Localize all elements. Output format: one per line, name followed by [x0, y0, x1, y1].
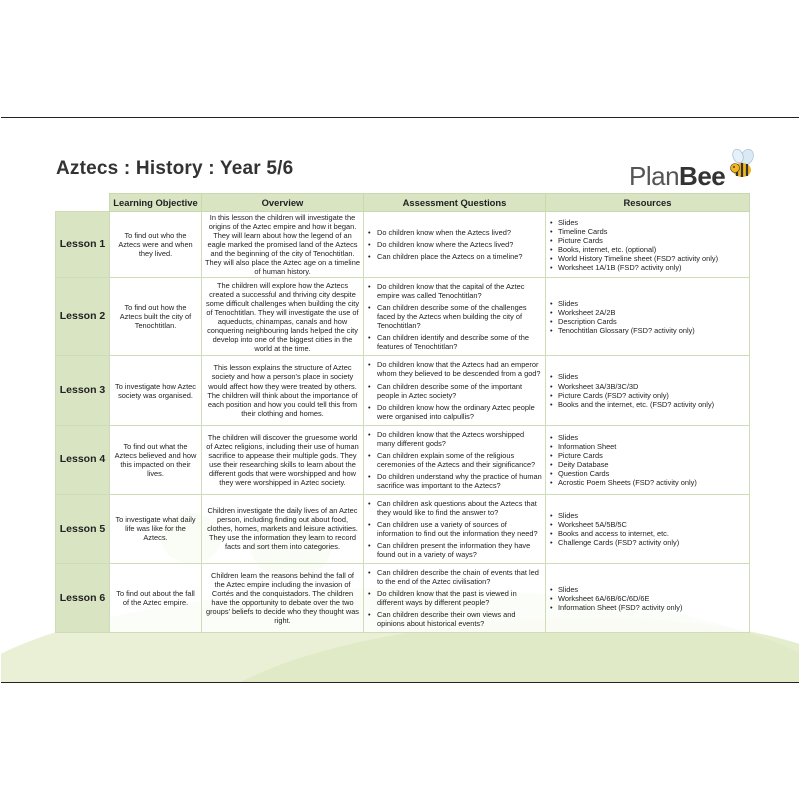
resources-list: [546, 356, 750, 425]
question-item: • Can children use a variety of sources of information to find out the information they need?: [368, 519, 538, 538]
assessment-questions: [364, 425, 546, 494]
lesson-label: Lesson 1: [56, 212, 110, 278]
question-item: • Do children know when the Aztecs lived?: [368, 228, 511, 238]
question-item: • Can children explain some of the religious ceremonies of the Aztecs and their significance?: [368, 450, 536, 469]
table-row: [56, 356, 750, 425]
question-item: • Can children describe some of the challenges faced by the Aztecs when building the city of Tenochtitlan?: [368, 303, 527, 331]
resource-item: • Question Cards: [550, 468, 610, 478]
question-item: • Do children know that the Aztecs worshipped many different gods?: [368, 429, 525, 448]
overview-text: Children learn the reasons behind the fall of the Aztec empire including the invasion of Cortés and the conquistadors. The children have the opportunity to debate over the two groups' beliefs to decide who they thought was right.: [202, 564, 364, 633]
resource-item: • Slides: [550, 584, 579, 594]
resource-item: • Slides: [550, 432, 579, 442]
question-item: • Can children describe the chain of events that led to the end of the Aztec civilisation?: [368, 568, 539, 587]
question-item: • Do children know how the ordinary Aztec people were organised into calpullis?: [368, 402, 535, 421]
resources-list: [546, 425, 750, 494]
resource-item: • Timeline Cards: [550, 226, 608, 236]
resource-item: • Slides: [550, 372, 579, 382]
assessment-questions: [364, 494, 546, 563]
overview-text: Children investigate the daily lives of an Aztec person, including finding out about food, clothes, homes, markets and leisure activities. They use the information they learn to record facts and sort them into categories.: [202, 494, 364, 563]
resources-list: [546, 494, 750, 563]
table-row: [56, 494, 750, 563]
learning-objective: To investigate how Aztec society was organised.: [110, 356, 202, 425]
resource-item: • Tenochtitlan Glossary (FSD? activity only): [550, 325, 695, 335]
resource-item: • Acrostic Poem Sheets (FSD? activity only): [550, 477, 697, 487]
table-header-row: [56, 194, 750, 212]
question-item: • Can children describe some of the important people in Aztec society?: [368, 381, 523, 400]
lesson-label: Lesson 3: [56, 356, 110, 425]
resources-list: [546, 564, 750, 633]
question-item: • Do children understand why the practice of human sacrifice was important to the Aztecs?: [368, 471, 542, 490]
resource-item: • Deity Database: [550, 459, 609, 469]
question-item: • Can children ask questions about the Aztecs that they would like to find the answer to?: [368, 498, 537, 517]
assessment-questions: [364, 356, 546, 425]
page-title: Aztecs : History : Year 5/6: [56, 158, 294, 179]
resource-item: • Worksheet 5A/5B/5C: [550, 519, 627, 529]
column-header: Overview: [202, 194, 364, 212]
assessment-questions: [364, 564, 546, 633]
resource-item: • Worksheet 6A/6B/6C/6D/6E: [550, 593, 650, 603]
resource-item: • Worksheet 3A/3B/3C/3D: [550, 381, 639, 391]
resource-item: • Books, internet, etc. (optional): [550, 244, 657, 254]
planbee-logo: PlanBee: [629, 148, 757, 192]
table-row: [56, 278, 750, 356]
learning-objective: To find out what the Aztecs believed and how this impacted on their lives.: [110, 425, 202, 494]
resource-item: • Books and access to internet, etc.: [550, 528, 669, 538]
resource-item: • Picture Cards: [550, 235, 603, 245]
resource-item: • Worksheet 2A/2B: [550, 307, 616, 317]
bee-icon: [727, 148, 757, 182]
resource-item: • Slides: [550, 510, 579, 520]
question-item: • Do children know that the capital of the Aztec empire was called Tenochtitlan?: [368, 282, 525, 301]
lesson-label: Lesson 4: [56, 425, 110, 494]
resources-list: [546, 212, 750, 278]
question-item: • Do children know that the Aztecs had an emperor whom they believed to be descended from a god?: [368, 360, 541, 379]
learning-objective: To find out about the fall of the Aztec empire.: [110, 564, 202, 633]
table-corner: [56, 194, 110, 212]
column-header: Resources: [546, 194, 750, 212]
learning-objective: To find out who the Aztecs were and when they lived.: [110, 212, 202, 278]
overview-text: The children will explore how the Aztecs created a successful and thriving city despite some difficult challenges when building the city of Tenochtitlan. They will investigate the use of aqueducts, chinampas, canals and how conquering neighbouring lands helped the city develop into one of the biggest cities in the world at the time.: [202, 278, 364, 356]
learning-objective: To find out how the Aztecs built the city of Tenochtitlan.: [110, 278, 202, 356]
overview-text: This lesson explains the structure of Aztec society and how a person's place in society would affect how they were treated by others. The children will think about the importance of each position and how you could tell this from their clothing and homes.: [202, 356, 364, 425]
resource-item: • Challenge Cards (FSD? activity only): [550, 537, 680, 547]
resource-item: • Information Sheet: [550, 441, 617, 451]
resource-item: • Books and the internet, etc. (FSD? activity only): [550, 399, 715, 409]
assessment-questions: [364, 212, 546, 278]
lesson-plan-sheet: [1, 117, 799, 683]
question-item: • Can children identify and describe some of the features of Tenochtitlan?: [368, 333, 530, 352]
overview-text: The children will discover the gruesome world of Aztec religions, including their use of human sacrifice to appease their multiple gods. They use their researching skills to learn about the different gods that were worshipped and how they were worshipped in Aztec society.: [202, 425, 364, 494]
resource-item: • World History Timeline sheet (FSD? activity only): [550, 253, 719, 263]
table-row: [56, 564, 750, 633]
resource-item: • Slides: [550, 217, 579, 227]
resource-item: • Worksheet 1A/1B (FSD? activity only): [550, 262, 682, 272]
resource-item: • Information Sheet (FSD? activity only): [550, 602, 683, 612]
question-item: • Can children place the Aztecs on a timeline?: [368, 252, 523, 262]
overview-text: In this lesson the children will investigate the origins of the Aztec empire and how it began. They will learn about how the legend of an eagle marked the promised land of the Aztecs and the beginning of the city of Tenochtitlan. They will also place the Aztec age on a timeline of human history.: [202, 212, 364, 278]
resource-item: • Description Cards: [550, 316, 617, 326]
column-header: Assessment Questions: [364, 194, 546, 212]
table-row: [56, 425, 750, 494]
lesson-label: Lesson 6: [56, 564, 110, 633]
resource-item: • Slides: [550, 298, 579, 308]
question-item: • Can children present the information they have found out in a variety of ways?: [368, 540, 531, 559]
lesson-plan-table: [55, 193, 750, 633]
table-row: [56, 212, 750, 278]
resource-item: • Picture Cards (FSD? activity only): [550, 390, 669, 400]
column-header: Learning Objective: [110, 194, 202, 212]
lesson-label: Lesson 2: [56, 278, 110, 356]
question-item: • Do children know where the Aztecs lived?: [368, 240, 514, 250]
question-item: • Do children know that the past is viewed in different ways by different people?: [368, 589, 517, 608]
question-item: • Can children describe their own views and opinions about historical events?: [368, 610, 516, 629]
learning-objective: To investigate what daily life was like for the Aztecs.: [110, 494, 202, 563]
lesson-label: Lesson 5: [56, 494, 110, 563]
assessment-questions: [364, 278, 546, 356]
resource-item: • Picture Cards: [550, 450, 603, 460]
resources-list: [546, 278, 750, 356]
